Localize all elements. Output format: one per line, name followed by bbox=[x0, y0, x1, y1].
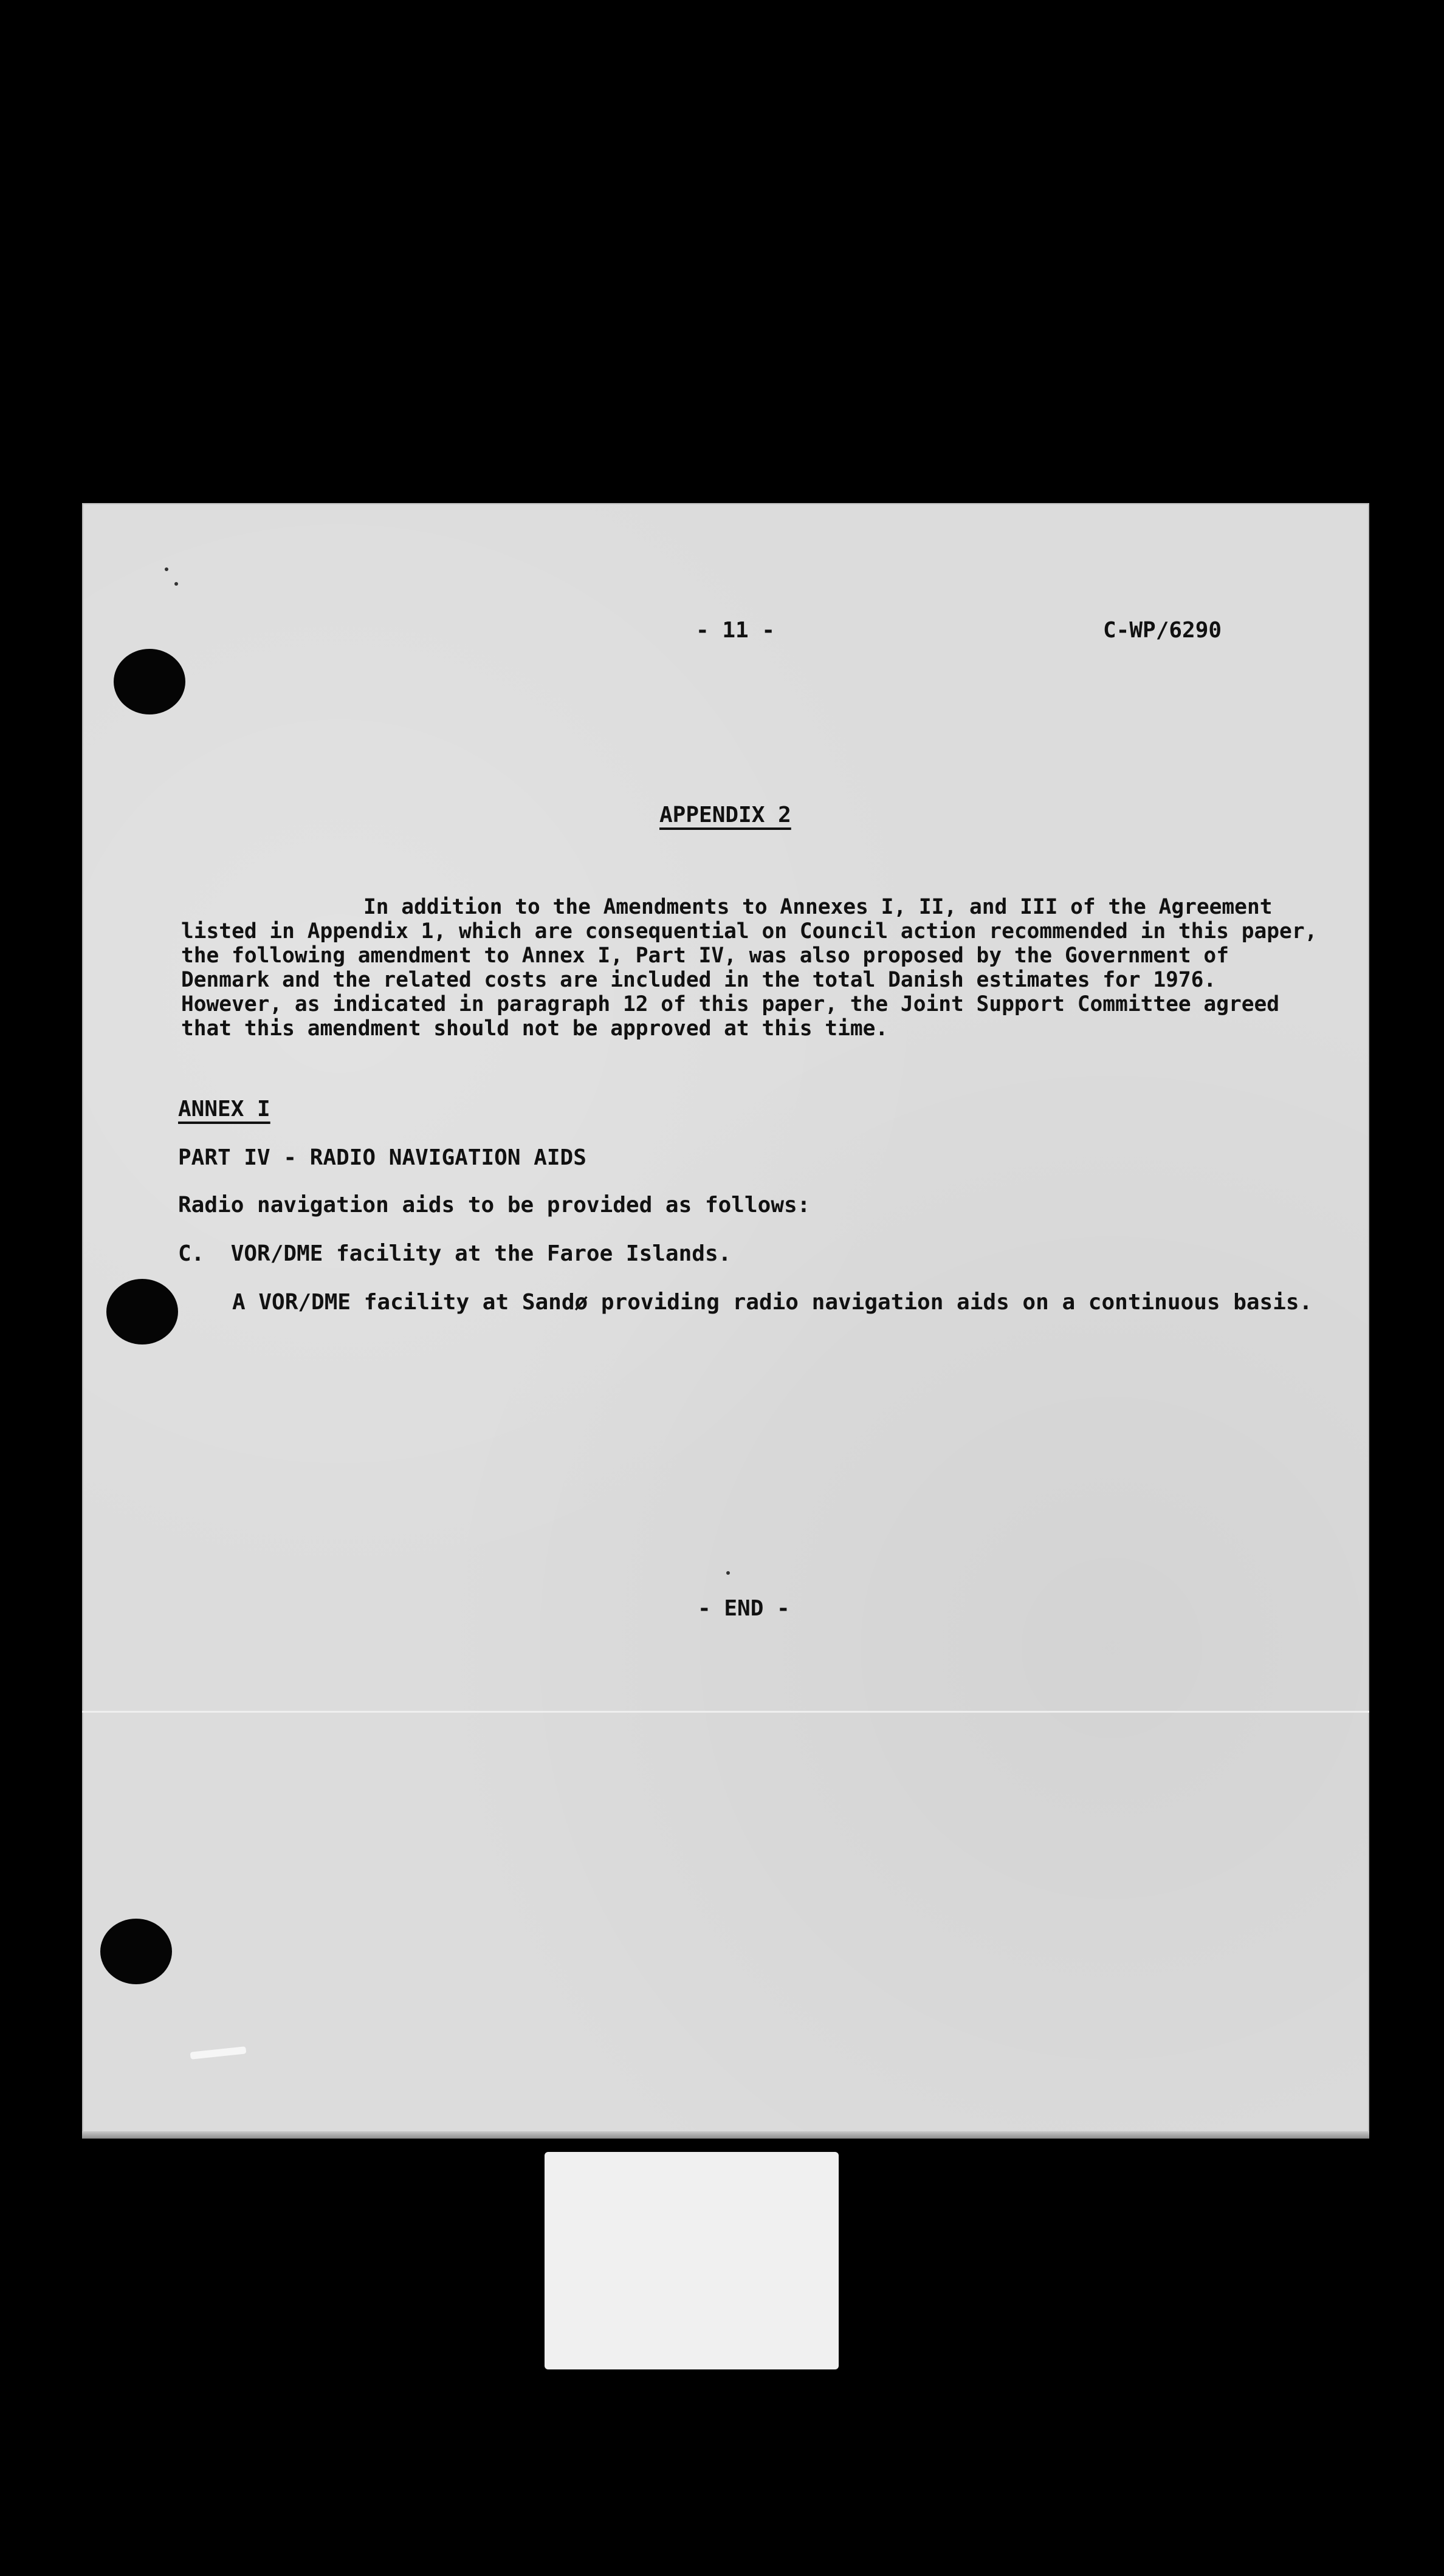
scan-artifact bbox=[190, 2046, 247, 2060]
annex-heading: ANNEX I bbox=[178, 1097, 270, 1122]
speck bbox=[165, 567, 168, 571]
punch-hole-middle bbox=[106, 1279, 178, 1345]
speck bbox=[174, 582, 178, 586]
item-detail: A VOR/DME facility at Sandø providing radio navigation aids on a continuous basis. bbox=[232, 1290, 1313, 1315]
paragraph-line: that this amendment should not be approved at this time. bbox=[181, 1016, 889, 1041]
paragraph-line: However, as indicated in paragraph 12 of this paper, the Joint Support Committee agreed bbox=[181, 992, 1280, 1016]
appendix-title: APPENDIX 2 bbox=[659, 803, 791, 827]
end-marker: - END - bbox=[698, 1596, 790, 1621]
paragraph-line: the following amendment to Annex I, Part IV, was also proposed by the Government of bbox=[181, 944, 1229, 968]
part-heading: PART IV - RADIO NAVIGATION AIDS bbox=[178, 1145, 586, 1170]
fold-line bbox=[82, 1711, 1369, 1713]
paragraph-line: listed in Appendix 1, which are consequential on Council action recommended in this paper, bbox=[181, 919, 1318, 944]
page-number: - 11 - bbox=[696, 618, 775, 643]
item-label: C. VOR/DME facility at the Faroe Islands. bbox=[178, 1241, 732, 1266]
paragraph-line: In addition to the Amendments to Annexes I, II, and III of the Agreement bbox=[363, 895, 1273, 919]
document-page bbox=[82, 503, 1369, 2139]
punch-hole-bottom bbox=[100, 1919, 172, 1984]
appendix-paragraph bbox=[181, 895, 1318, 1041]
punch-hole-top bbox=[114, 649, 185, 714]
paragraph-line: Denmark and the related costs are included in the total Danish estimates for 1976. bbox=[181, 968, 1217, 992]
document-reference: C-WP/6290 bbox=[1103, 618, 1222, 643]
speck bbox=[726, 1571, 730, 1575]
provision-line: Radio navigation aids to be provided as follows: bbox=[178, 1193, 811, 1218]
blank-label-card bbox=[545, 2152, 839, 2369]
page-bottom-edge bbox=[82, 2131, 1369, 2139]
